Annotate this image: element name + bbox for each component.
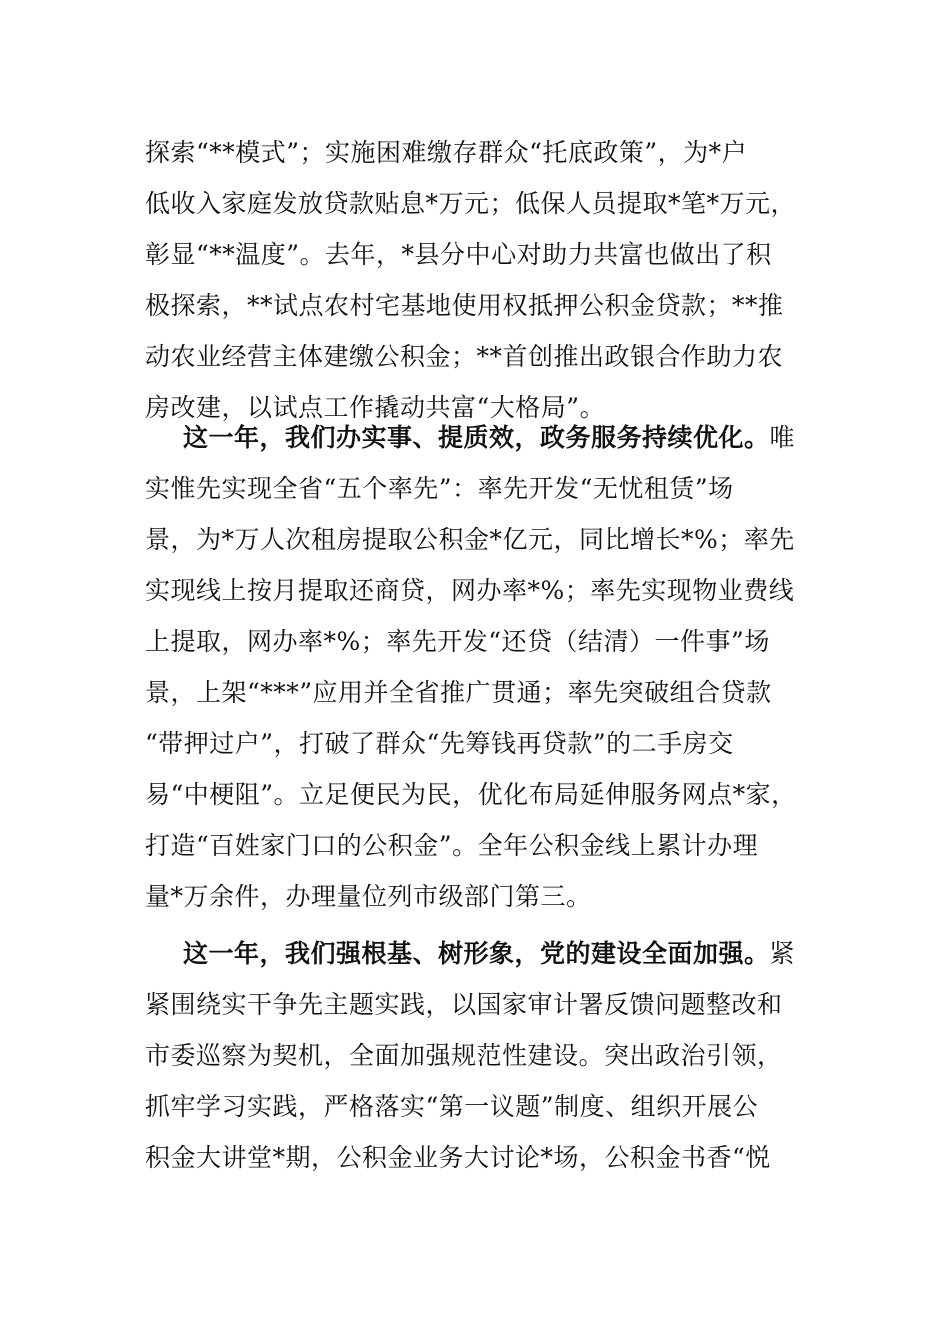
text-line: 彰显“**温度”。去年，*县分中心对助力共富也做出了积 (145, 240, 772, 269)
text-line: 景，上架“***”应用并全省推广贯通；率先突破组合贷款 (145, 678, 772, 707)
text-line: 积金大讲堂*期，公积金业务大讨论*场，公积金书香“悦 (145, 1143, 771, 1172)
paragraph-government-services (145, 412, 805, 922)
text-line: 景，为*万人次租房提取公积金*亿元，同比增长*%；率先 (145, 525, 795, 554)
text-line: 抓牢学习实践，严格落实“第一议题”制度、组织开展公 (145, 1092, 759, 1121)
text-line: 低收入家庭发放贷款贴息*万元；低保人员提取*笔*万元， (145, 189, 797, 218)
text-line: 紧围绕实干争先主题实践，以国家审计署反馈问题整改和 (145, 990, 783, 1019)
text-line: 探索“**模式”；实施困难缴存群众“托底政策”，为*户 (145, 138, 748, 167)
paragraph-party-building (145, 928, 805, 1183)
text-line-first (145, 412, 805, 463)
text-line: 实现线上按月提取还商贷，网办率*%；率先实现物业费线 (145, 576, 795, 605)
text-line: “带押过户”，打破了群众“先筹钱再贷款”的二手房交 (145, 729, 734, 758)
paragraph-common-prosperity (145, 127, 805, 433)
text-line: 极探索，**试点农村宅基地使用权抵押公积金贷款；**推 (145, 291, 784, 320)
text-line: 易“中梗阻”。立足便民为民，优化布局延伸服务网点*家， (145, 780, 797, 809)
text-line: 市委巡察为契机，全面加强规范性建设。突出政治引领， (145, 1041, 783, 1070)
text-line: 实惟先实现全省“五个率先”：率先开发“无忧租赁”场 (145, 474, 734, 503)
text-line: 动农业经营主体建缴公积金；**首创推出政银合作助力农 (145, 342, 784, 371)
paragraph-lead-heading: 这一年，我们办实事、提质效，政务服务持续优化。 (183, 423, 770, 452)
text-line: 房改建，以试点工作撬动共富“大格局”。 (145, 393, 606, 422)
text-line: 打造“百姓家门口的公积金”。全年公积金线上累计办理 (145, 831, 759, 860)
text-line: 量*万余件，办理量位列市级部门第三。 (145, 882, 592, 911)
text-line: 上提取，网办率*%；率先开发“还贷（结清）一件事”场 (145, 627, 770, 656)
first-line-rest: 紧 (769, 939, 796, 968)
paragraph-lead-heading: 这一年，我们强根基、树形象，党的建设全面加强。 (183, 939, 770, 968)
first-line-rest: 唯 (769, 423, 796, 452)
text-line-first (145, 928, 805, 979)
